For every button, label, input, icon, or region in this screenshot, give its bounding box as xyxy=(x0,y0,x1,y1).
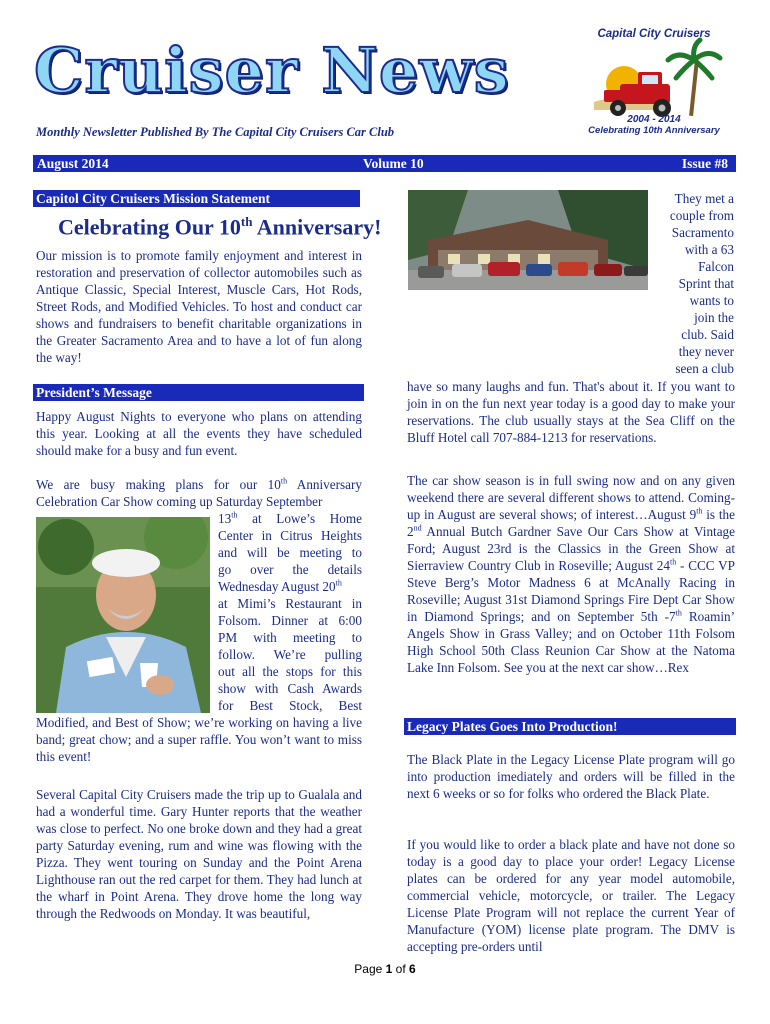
wrap-line: Center in Citrus Heights xyxy=(218,528,362,543)
wrap-line: Falcon xyxy=(698,259,734,274)
wrap-line: couple from xyxy=(669,208,734,223)
wrap-line: at Mimi’s Restaurant in xyxy=(218,596,362,611)
wrap-line: PM with meeting to xyxy=(218,630,362,645)
mission-heading: Capitol City Cruisers Mission Statement xyxy=(33,190,360,207)
wrap-line: follow. We’re pulling xyxy=(218,647,362,662)
wrap-line: Sacramento xyxy=(671,225,734,240)
page-number: Page 1 of 6 xyxy=(354,962,416,976)
mission-body: Our mission is to promote family enjoyment and interest in restoration and preservation of collector automobiles such as Antique Classic, Special Interest, Muscle Cars, Hot Rods, Street Rods, and Modified Vehicles. To host and conduct car shows and fundraisers to benefit charitable organizations in the Greater Sacramento Area and to have a lot of fun along the way! xyxy=(36,248,362,365)
wrap-line: join the xyxy=(694,310,734,325)
president-paragraph-3: Several Capital City Cruisers made the trip up to Gualala and had a wonderful time. Gary Hunter reports that the weather was close to perfect. No one broke down and they had a great party Saturday evening, rum and wine was flowing with the Pizza. They went touring on Sunday and the Point Arena Lighthouse ran out the red carpet for them. They had lunch at the wharf in Point Arena. They drove home the long way through the Redwoods on Monday. It was beautiful, xyxy=(36,787,362,921)
wrap-line: 13th at Lowe’s Home xyxy=(218,510,362,526)
newsletter-subtitle: Monthly Newsletter Published By The Capital City Cruisers Car Club xyxy=(36,125,395,139)
wrap-line: Wednesday August 20th xyxy=(218,578,342,594)
issue-bar xyxy=(33,155,736,172)
wrap-line: with a 63 xyxy=(684,242,734,257)
wrap-line: seen a club xyxy=(675,361,734,376)
president-paragraph-2: We are busy making plans for our 10th Anniversary Celebration Car Show coming up Saturday September xyxy=(36,476,362,509)
logo-club-name: Capital City Cruisers xyxy=(597,28,711,40)
lodge-car-show-photo xyxy=(408,190,648,386)
president-paragraph-1: Happy August Nights to everyone who plans on attending this year. Looking at all the events they have scheduled should make for a busy and fun event. xyxy=(36,409,362,458)
wrap-line: They met a xyxy=(674,191,734,206)
wrap-line: go over the details xyxy=(218,562,362,577)
wrap-line: Sprint that xyxy=(678,276,734,291)
president-photo xyxy=(36,517,210,713)
president-paragraph-2-end: Modified, and Best of Show; we’re working on having a live band; great chow; and a super raffle. You won’t want to miss this event! xyxy=(36,715,362,764)
wrap-line: they never xyxy=(678,344,734,359)
car-show-season-paragraph: The car show season is in full swing now and on any given weekend there are several different shows to attend. Coming-up in August are several shows; of interest…August 9th is the 2nd Annual Butch Gardner Save Our Cars Show at Vintage Ford; August 23rd is the Classics in the Green Show at Sierraview Country Club in Roseville; August 24th - CCC VP Steve Berg’s Motor Madness 6 at McAnally Racing in Roseville; August 31st Diamond Springs Fire Dept Car Show in Diamond Springs; and on September 5th -7th Roamin’ Angels Show in Grass Valley; and on October 11th Folsom High School 50th Class Reunion Car Show at the Natoma Lake Inn Folsom. See you at the next car show…Rex xyxy=(407,473,736,675)
legacy-heading: Legacy Plates Goes Into Production! xyxy=(404,718,736,735)
wrap-line: show with Cash Awards xyxy=(218,681,362,696)
wrap-line: and will be meeting to xyxy=(218,545,362,560)
wrap-line: wants to xyxy=(689,293,734,308)
issue-volume: Volume 10 xyxy=(363,156,424,171)
wrap-line: Folsom. Dinner at 6:00 xyxy=(218,613,362,628)
legacy-paragraph-2: If you would like to order a black plate and have not done so today is a good day to place your order! Legacy License plates can be ordered for any year model automobile, commercial vehicle, motorcycle, or trailer. The Legacy License Plate Program will not replace the current Year of Manufacture (YOM) license plate program. The DMV is accepting pre-orders until xyxy=(407,837,735,954)
issue-date: August 2014 xyxy=(37,156,109,171)
right-wrap-lines xyxy=(650,190,734,377)
logo-years: 2004 - 2014 xyxy=(627,114,681,125)
logo-tagline: Celebrating 10th Anniversary xyxy=(588,125,720,136)
anniversary-headline: Celebrating Our 10th Anniversary! xyxy=(58,214,382,240)
wrap-line: out all the stops for this xyxy=(218,664,362,679)
legacy-paragraph-1: The Black Plate in the Legacy License Plate program will go into production imediately and orders will be filled in the next 6 weeks or so for folks who ordered the Black Plate. xyxy=(407,752,735,801)
president-heading: President’s Message xyxy=(33,384,364,401)
wrap-line: club. Said xyxy=(681,327,734,342)
issue-number: Issue #8 xyxy=(681,156,728,171)
president-wrap-lines xyxy=(218,510,362,714)
gualala-trip-continued: have so many laughs and fun. That's about it. If you want to join in on the fun next year today is a good day to make your reservations. The club usually stays at the Sea Cliff on the Bluff Hotel call 707-884-1213 for reservations. xyxy=(407,379,735,445)
newsletter-title: Cruiser News xyxy=(34,34,510,107)
wrap-line: for Best Stock, Best xyxy=(218,698,362,713)
